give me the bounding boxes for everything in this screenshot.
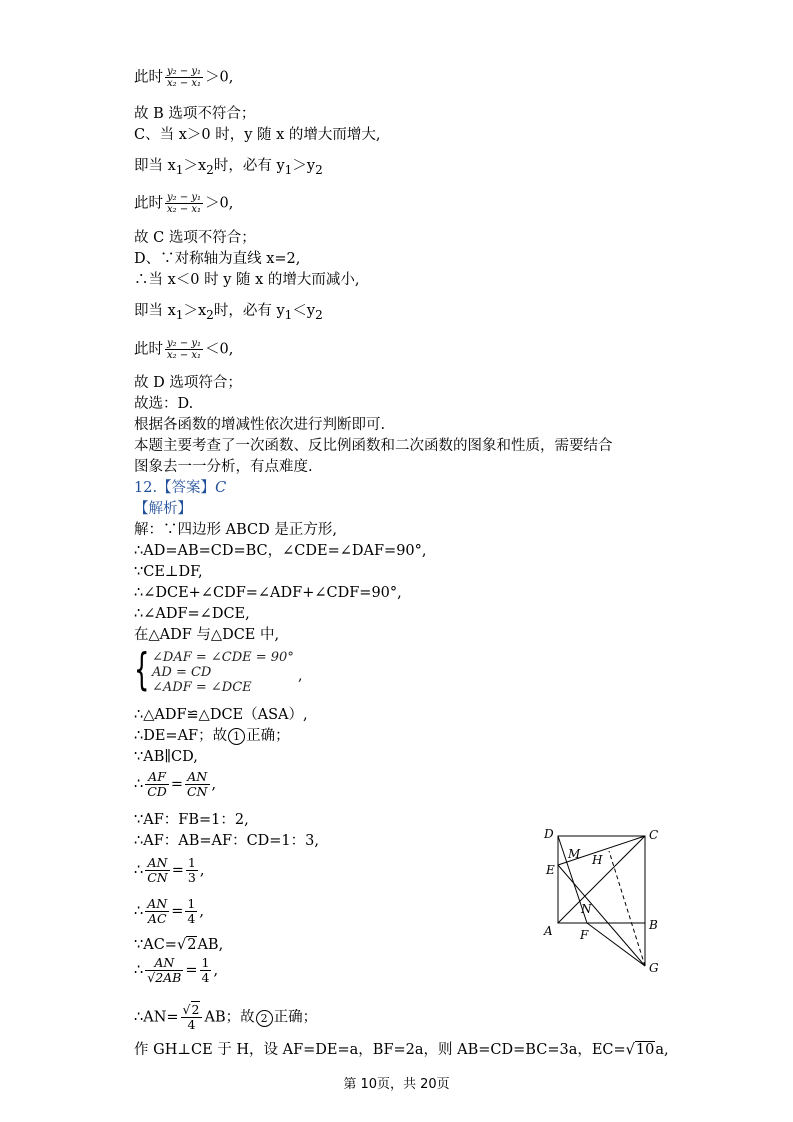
text-line: ∴AD=AB=CD=BC，∠CDE=∠DAF=90°,	[134, 543, 427, 559]
text-line: ∴AN= $\frac{√2}{4}$ AB；故 2 正确；	[134, 1002, 318, 1032]
text-line: ∴ $\frac{AN}{AC}$ = $\frac{1}{4}$ ,	[134, 896, 204, 926]
text-line: ∴△ADF≌△DCE（ASA）,	[134, 707, 308, 723]
text-line: ∴∠ADF=∠DCE,	[134, 606, 250, 622]
system-row: ∠ADF = ∠DCE	[152, 680, 252, 695]
text-line: ∵AB∥CD,	[134, 749, 198, 765]
label-c: C	[649, 828, 659, 842]
text-line: 本题主要考查了一次函数、反比例函数和二次函数的图象和性质，需要结合	[134, 438, 613, 454]
label-b: B	[649, 918, 658, 932]
text-line: 在△ADF 与△DCE 中,	[134, 627, 280, 643]
system-row: AD = CD	[152, 665, 212, 680]
label-d: D	[544, 827, 554, 841]
text-line: 此时 $\frac{\text{y₂ − y₁}}{\text{x₂ − x₁}}$ ＜0,	[134, 338, 234, 361]
equation-system	[134, 644, 334, 698]
text-line: ∴AF：AB=AF：CD=1：3,	[134, 833, 319, 849]
label-f: F	[580, 928, 589, 942]
label-g: G	[649, 961, 659, 975]
label-m: M	[568, 847, 581, 861]
analysis-heading: 【解析】	[134, 501, 192, 517]
text-line: C、当 x＞0 时，y 随 x 的增大而增大,	[134, 127, 381, 143]
system-comma: ,	[298, 668, 303, 684]
brace: {	[134, 644, 150, 695]
label-n: N	[581, 902, 592, 916]
text-line: ∴DE=AF；故 1 正确；	[134, 728, 290, 744]
text-line: D、∵对称轴为直线 x=2,	[134, 251, 301, 267]
text-line: 故 D 选项符合；	[134, 375, 242, 391]
text-line: 此时 $\frac{\text{y₂ − y₁}}{\text{x₂ − x₁}}$ ＞0,	[134, 66, 234, 89]
text-line: ∵AF：FB=1：2,	[134, 812, 249, 828]
text-line: ∴∠DCE+∠CDF=∠ADF+∠CDF=90°,	[134, 585, 402, 601]
text-line: 解：∵四边形 ABCD 是正方形,	[134, 522, 337, 538]
text-line: ∴当 x＜0 时 y 随 x 的增大而减小,	[134, 272, 360, 288]
text-line: 即当 $x_1>x_2$时，必有 $y_1>y_2$	[134, 158, 323, 177]
label-h: H	[592, 853, 603, 867]
label-e: E	[546, 863, 555, 877]
text-line: 此时 $\frac{\text{y₂ − y₁}}{\text{x₂ − x₁}}$ ＞0,	[134, 192, 234, 215]
text-line: 作 GH⊥CE 于 H，设 AF=DE=a，BF=2a，则 AB=CD=BC=3a，EC=√10a,	[134, 1042, 669, 1058]
text-line: 故 C 选项不符合；	[134, 230, 256, 246]
geometry-figure	[538, 822, 678, 982]
text-line: ∵CE⊥DF,	[134, 564, 203, 580]
text-line: ∴ $\frac{AN}{CN}$ = $\frac{1}{3}$ ,	[134, 855, 205, 885]
segment-gh-dashed	[609, 851, 645, 966]
text-line: ∵AC=√2AB,	[134, 937, 224, 953]
label-a: A	[544, 924, 553, 938]
page-footer: 第 10页，共 20页	[343, 1077, 450, 1092]
text-line: 图象去一一分析，有点难度.	[134, 459, 313, 475]
text-line: ∴ $\frac{AN}{√2AB}$ = $\frac{1}{4}$ ,	[134, 955, 219, 985]
text-line: 根据各函数的增减性依次进行判断即可.	[134, 417, 386, 433]
segment-fg	[587, 923, 645, 966]
answer-heading: 12.【答案】C	[134, 480, 227, 496]
system-row: ∠DAF = ∠CDE = 90°	[152, 650, 294, 665]
text-line: ∴ $\frac{AF}{CD}$ = $\frac{AN}{CN}$ ,	[134, 769, 217, 799]
text-line: 故 B 选项不符合；	[134, 106, 256, 122]
text-line: 即当 $x_1>x_2$时，必有 $y_1<y_2$	[134, 303, 323, 322]
text-line: 故选：D.	[134, 396, 194, 412]
